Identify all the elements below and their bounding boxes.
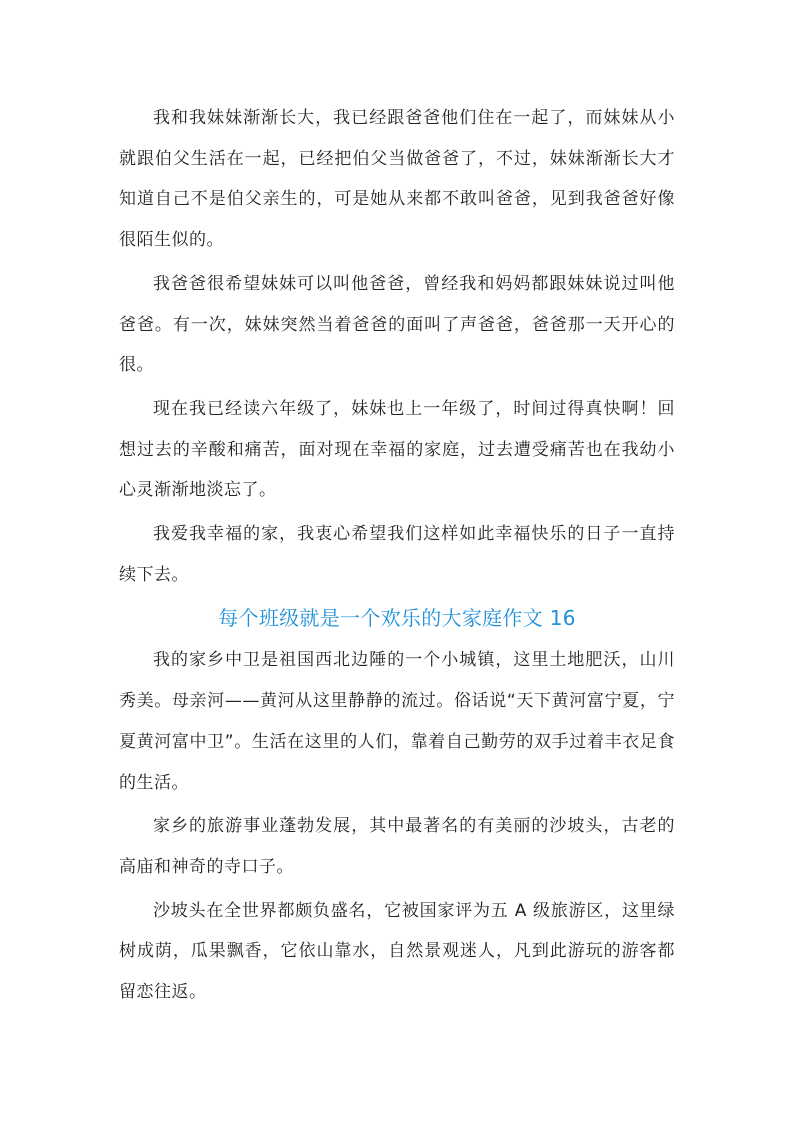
paragraph: 我和我妹妹渐渐长大，我已经跟爸爸他们住在一起了，而妹妹从小就跟伯父生活在一起，已经把伯父当做爸爸了，不过，妹妹渐渐长大才知道自己不是伯父亲生的，可是她从来都不敢叫爸爸，见到我爸爸好像很陌生似的。 — [119, 108, 675, 251]
paragraph: 家乡的旅游事业蓬勃发展，其中最著名的有美丽的沙坡头，古老的高庙和神奇的寺口子。 — [119, 816, 675, 877]
paragraph: 现在我已经读六年级了，妹妹也上一年级了，时间过得真快啊！回想过去的辛酸和痛苦，面对现在幸福的家庭，过去遭受痛苦也在我幼小心灵渐渐地淡忘了。 — [119, 398, 675, 501]
paragraph: 沙坡头在全世界都颇负盛名，它被国家评为五 A 级旅游区，这里绿树成荫，瓜果飘香，它依山靠水，自然景观迷人，凡到此游玩的游客都留恋往返。 — [119, 900, 675, 1003]
paragraph: 我爸爸很希望妹妹可以叫他爸爸，曾经我和妈妈都跟妹妹说过叫他爸爸。有一次，妹妹突然当着爸爸的面叫了声爸爸，爸爸那一天开心的很。 — [119, 273, 675, 376]
document-body — [119, 98, 675, 1016]
section-heading: 每个班级就是一个欢乐的大家庭作文 16 — [218, 606, 576, 631]
paragraph: 我爱我幸福的家，我衷心希望我们这样如此幸福快乐的日子一直持续下去。 — [119, 524, 675, 585]
paragraph: 我的家乡中卫是祖国西北边陲的一个小城镇，这里土地肥沃，山川秀美。母亲河——黄河从这里静静的流过。俗话说“天下黄河富宁夏，宁夏黄河富中卫”。生活在这里的人们，靠着自己勤劳的双手过着丰衣足食的生活。 — [119, 650, 675, 793]
